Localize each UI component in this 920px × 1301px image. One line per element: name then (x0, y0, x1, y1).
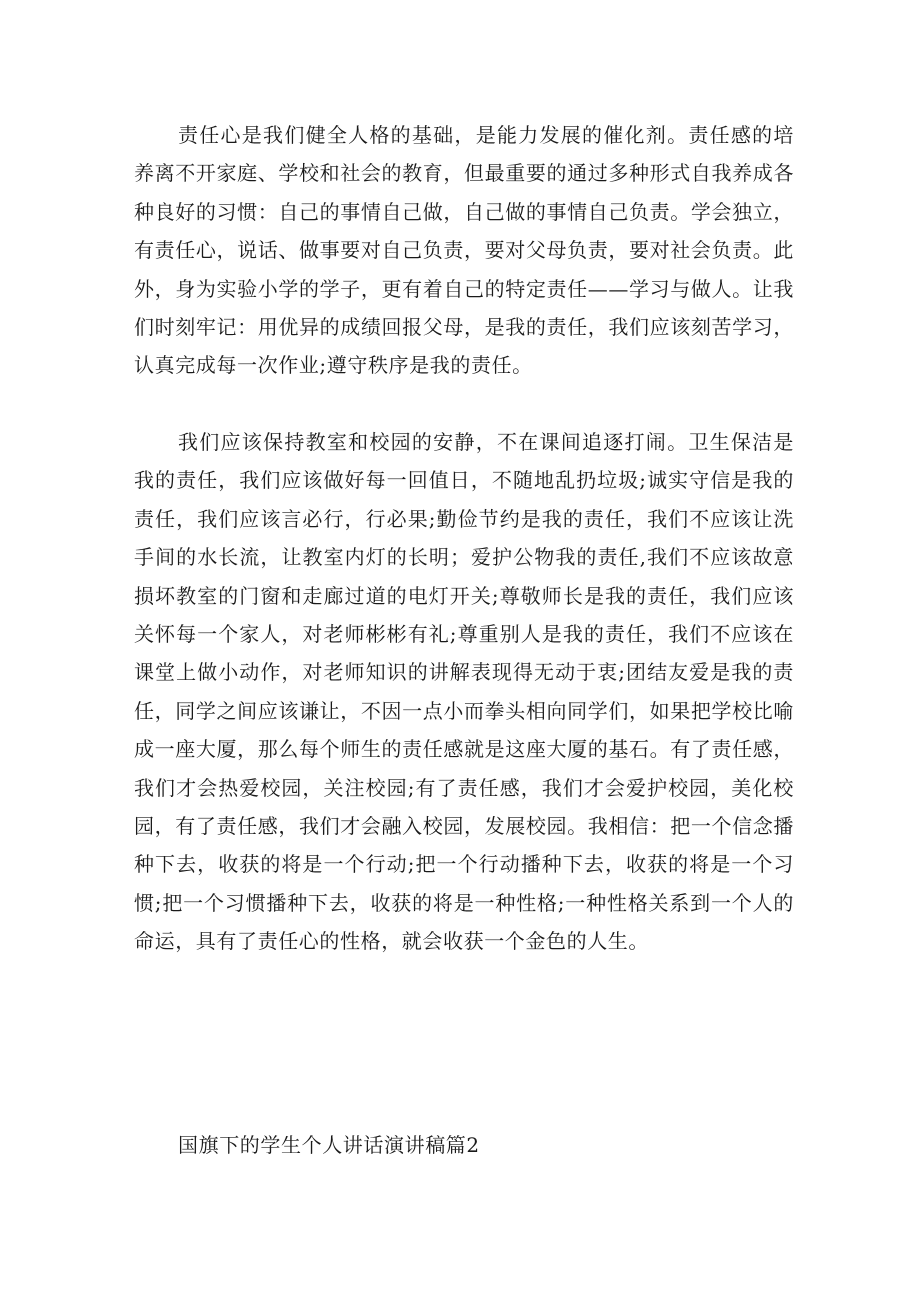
body-paragraph-responsibility-intro: 责任心是我们健全人格的基础，是能力发展的催化剂。责任感的培养离不开家庭、学校和社会的教育，但最重要的通过多种形式自我养成各种良好的习惯：自己的事情自己做，自己做的事情自己负责。学会独立，有责任心，说话、做事要对自己负责，要对父母负责，要对社会负责。此外，身为实验小学的学子，更有着自己的特定责任——学习与做人。让我们时刻牢记：用优异的成绩回报父母，是我的责任，我们应该刻苦学习，认真完成每一次作业;遵守秩序是我的责任。 (134, 123, 794, 378)
body-paragraph-responsibility-examples: 我们应该保持教室和校园的安静，不在课间追逐打闹。卫生保洁是我的责任，我们应该做好每一回值日，不随地乱扔垃圾;诚实守信是我的责任，我们应该言必行，行必果;勤俭节约是我的责任，我们不应该让洗手间的水长流，让教室内灯的长明；爱护公物我的责任,我们不应该故意损坏教室的门窗和走廊过道的电灯开关;尊敬师长是我的责任，我们应该关怀每一个家人，对老师彬彬有礼;尊重别人是我的责任，我们不应该在课堂上做小动作，对老师知识的讲解表现得无动于衷;团结友爱是我的责任，同学之间应该谦让，不因一点小而拳头相向同学们，如果把学校比喻成一座大厦，那么每个师生的责任感就是这座大厦的基石。有了责任感，我们才会热爱校园，关注校园;有了责任感，我们才会爱护校园，美化校园，有了责任感，我们才会融入校园，发展校园。我相信：把一个信念播种下去，收获的将是一个行动;把一个行动播种下去，收获的将是一个习惯;把一个习惯播种下去，收获的将是一种性格;一种性格关系到一个人的命运，具有了责任心的性格，就会收获一个金色的人生。 (134, 430, 794, 954)
section-heading-speech-2: 国旗下的学生个人讲话演讲稿篇2 (178, 1133, 480, 1157)
